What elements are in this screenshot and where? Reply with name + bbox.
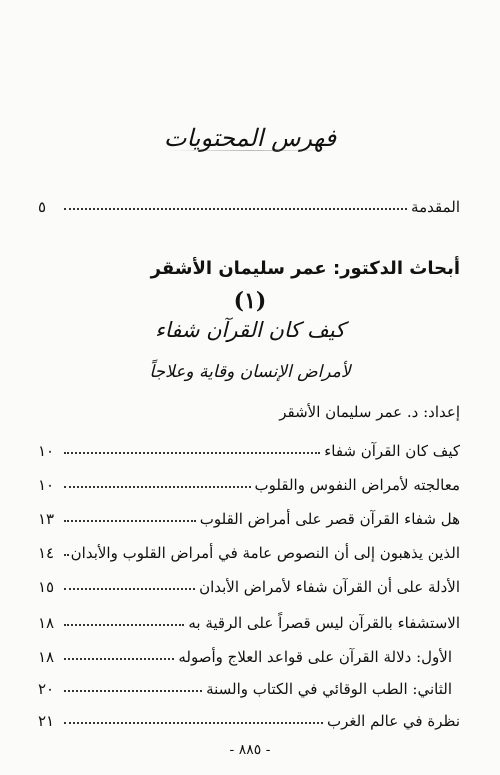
dot-leader [64, 452, 320, 454]
toc-entry-label: هل شفاء القرآن قصر على أمراض القلوب [199, 510, 460, 528]
dot-leader [64, 520, 196, 522]
toc-entry-label: الذين يذهبون إلى أن النصوص عامة في أمراض القلوب والأبدان [70, 544, 460, 562]
section-heading: أبحاث الدكتور: عمر سليمان الأشقر [150, 258, 460, 279]
toc-page-number: ١٤ [38, 544, 55, 562]
dot-leader [64, 208, 407, 210]
toc-entry-label: نظرة في عالم الغرب [326, 712, 460, 730]
toc-entry-label: الثاني: الطب الوقائي في الكتاب والسنة [206, 680, 452, 698]
toc-entry[interactable] [38, 604, 460, 632]
toc-entry-label: الأول: دلالة القرآن على قواعد العلاج وأصوله [178, 648, 452, 666]
toc-entry[interactable] [38, 702, 460, 730]
author-line: إعداد: د. عمر سليمان الأشقر [279, 403, 460, 421]
section-number: (١) [233, 288, 267, 314]
toc-page-number: ٥ [38, 198, 47, 216]
toc-page-number: ٢١ [38, 712, 55, 730]
dot-leader [64, 554, 67, 556]
toc-page-number: ١٣ [38, 510, 55, 528]
toc-entry-label: الاستشفاء بالقرآن ليس قصراً على الرقية به [188, 614, 460, 632]
toc-entry-label: الأدلة على أن القرآن شفاء لأمراض الأبدان [199, 578, 460, 596]
title-underline [168, 150, 332, 151]
toc-entry-label: المقدمة [411, 198, 460, 216]
toc-page-number: ١٠ [38, 442, 55, 460]
dot-leader [64, 588, 195, 590]
toc-entry[interactable] [38, 568, 460, 596]
toc-subentry[interactable] [38, 670, 452, 698]
section-title-line2: لأمراض الإنسان وقاية وعلاجاً [149, 362, 351, 382]
toc-entry-label: كيف كان القرآن شفاء [324, 442, 460, 460]
dot-leader [64, 658, 174, 660]
dot-leader [64, 486, 251, 488]
dot-leader [64, 690, 202, 692]
toc-entry-label: معالجته لأمراض النفوس والقلوب [254, 476, 460, 494]
section-title-line1: كيف كان القرآن شفاء [154, 318, 346, 342]
toc-entry[interactable] [38, 432, 460, 460]
dot-leader [64, 624, 184, 626]
toc-entry[interactable] [38, 534, 460, 562]
toc-page-number: ١٨ [38, 614, 55, 632]
toc-entry[interactable] [38, 500, 460, 528]
toc-page-number: ١٠ [38, 476, 55, 494]
toc-entry-intro[interactable] [38, 188, 460, 216]
toc-page-number: ١٨ [38, 648, 55, 666]
toc-page-number: ١٥ [38, 578, 55, 596]
toc-page-number: ٢٠ [38, 680, 55, 698]
page-number-footer: - ٨٨٥ - [229, 742, 271, 758]
toc-entry[interactable] [38, 466, 460, 494]
dot-leader [64, 722, 323, 724]
page-title: فهرس المحتويات [163, 124, 337, 152]
toc-subentry[interactable] [38, 638, 452, 666]
